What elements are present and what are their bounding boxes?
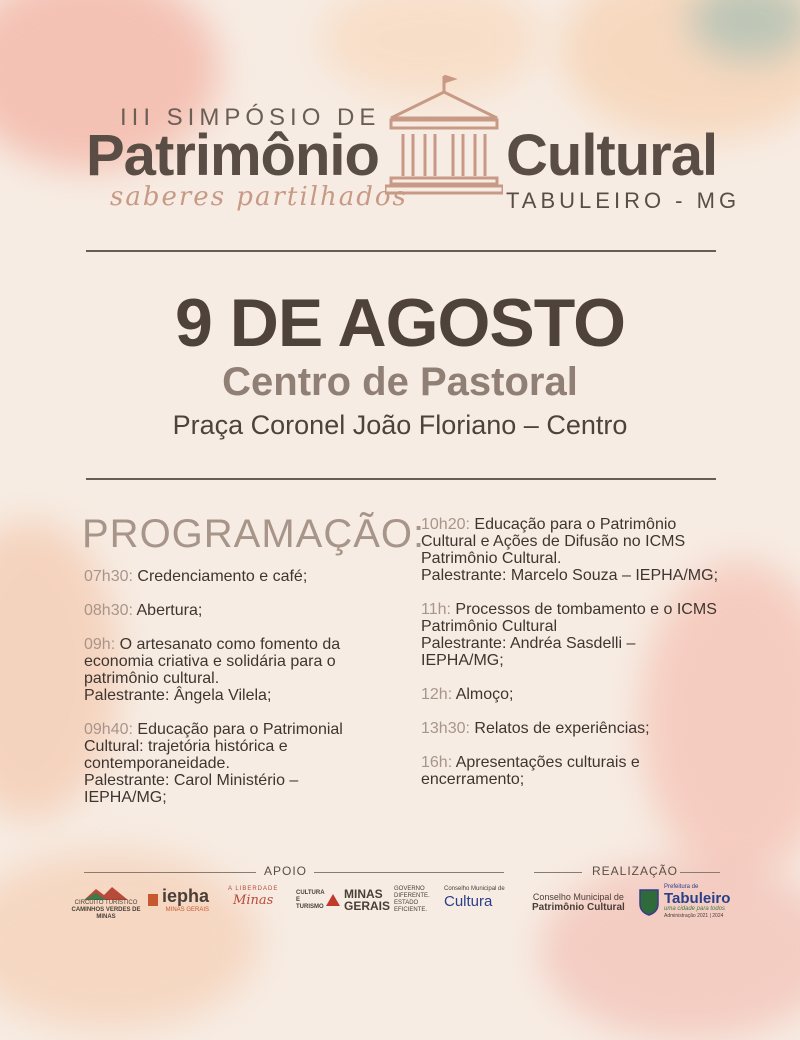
temple-icon — [385, 72, 503, 196]
support-divider-right — [314, 872, 504, 873]
program-text: Processos de tombamento e o ICMS Patrimônio Cultural — [421, 601, 717, 635]
program-time: 09h40: — [84, 721, 133, 738]
program-item — [84, 636, 384, 704]
program-time: 11h: — [421, 601, 451, 618]
program-speaker: Palestrante: Marcelo Souza – IEPHA/MG; — [421, 567, 719, 584]
event-venue: Centro de Pastoral — [222, 360, 578, 404]
program-column-left — [84, 568, 384, 823]
program-item — [84, 721, 384, 806]
iepha-logo: iepha MINAS GERAIS — [148, 886, 209, 914]
program-column-right — [421, 516, 721, 805]
program-item — [84, 602, 384, 619]
program-text: Educação para o Patrimônio Cultural e Ações de Difusão no ICMS Patrimônio Cultural. — [421, 516, 686, 567]
program-speaker: Palestrante: Andréa Sasdelli – IEPHA/MG; — [421, 635, 636, 669]
program-text: Apresentações culturais e encerramento; — [421, 754, 640, 788]
mountains-icon — [84, 886, 128, 900]
program-item — [421, 720, 721, 737]
program-speaker: Palestrante: Carol Ministério – IEPHA/MG; — [84, 772, 299, 806]
program-text: Abertura; — [136, 602, 203, 619]
realization-label: REALIZAÇÃO — [592, 864, 679, 878]
prefeitura-tabuleiro-logo: Prefeitura de Tabuleiro uma cidade para todos Administração 2021 | 2024 — [638, 884, 730, 920]
program-text: O artesanato como fomento da economia criativa e solidária para o patrimônio cultural. — [84, 636, 341, 687]
program-text: Educação para o Patrimonial Cultural: trajetória histórica e contemporaneidade. — [84, 721, 343, 772]
divider-bottom — [86, 478, 716, 480]
program-title: PROGRAMAÇÃO: — [82, 512, 426, 556]
realization-divider-left — [534, 872, 582, 873]
conselho-cultura-logo: Conselho Municipal de Cultura — [444, 886, 505, 910]
divider-top — [86, 250, 716, 252]
event-date: 9 DE AGOSTO — [175, 285, 625, 361]
triangle-icon — [326, 894, 340, 906]
program-time: 09h: — [84, 636, 116, 653]
support-label: APOIO — [264, 864, 308, 878]
title-right: Cultural — [506, 123, 718, 188]
edition-label: III SIMPÓSIO DE — [120, 104, 381, 131]
program-time: 16h: — [421, 754, 453, 771]
program-item — [421, 754, 721, 788]
liberdade-logo: A LIBERDADE Minas — [228, 886, 279, 908]
support-divider-left — [84, 872, 256, 873]
program-text: Relatos de experiências; — [474, 720, 650, 737]
program-time: 12h: — [421, 686, 453, 703]
program-item — [421, 601, 721, 669]
title-left: Patrimônio — [86, 123, 379, 188]
crest-icon — [638, 888, 660, 916]
circuito-logo: CIRCUITO TURÍSTICO CAMINHOS VERDES DE MINAS — [66, 886, 146, 921]
conselho-patrimonio-logo: Conselho Municipal de Patrimônio Cultural — [532, 892, 625, 913]
location-label: TABULEIRO - MG — [506, 188, 741, 213]
tagline: saberes partilhados — [110, 182, 408, 212]
program-time: 13h30: — [421, 720, 470, 737]
program-text: Credenciamento e café; — [137, 568, 308, 585]
program-text: Almoço; — [455, 686, 514, 703]
program-time: 10h20: — [421, 516, 470, 533]
program-item — [421, 516, 721, 584]
minas-gerais-logo: CULTURA E TURISMO MINAS GERAIS GOVERNO DIFERENTE. ESTADO EFICIENTE. — [296, 886, 430, 913]
program-speaker: Palestrante: Ângela Vilela; — [84, 687, 272, 704]
program-time: 08h30: — [84, 602, 133, 619]
program-item — [84, 568, 384, 585]
event-address: Praça Coronel João Floriano – Centro — [172, 410, 628, 440]
building-icon — [148, 894, 158, 906]
program-item — [421, 686, 721, 703]
program-time: 07h30: — [84, 568, 133, 585]
realization-divider-right — [680, 872, 720, 873]
